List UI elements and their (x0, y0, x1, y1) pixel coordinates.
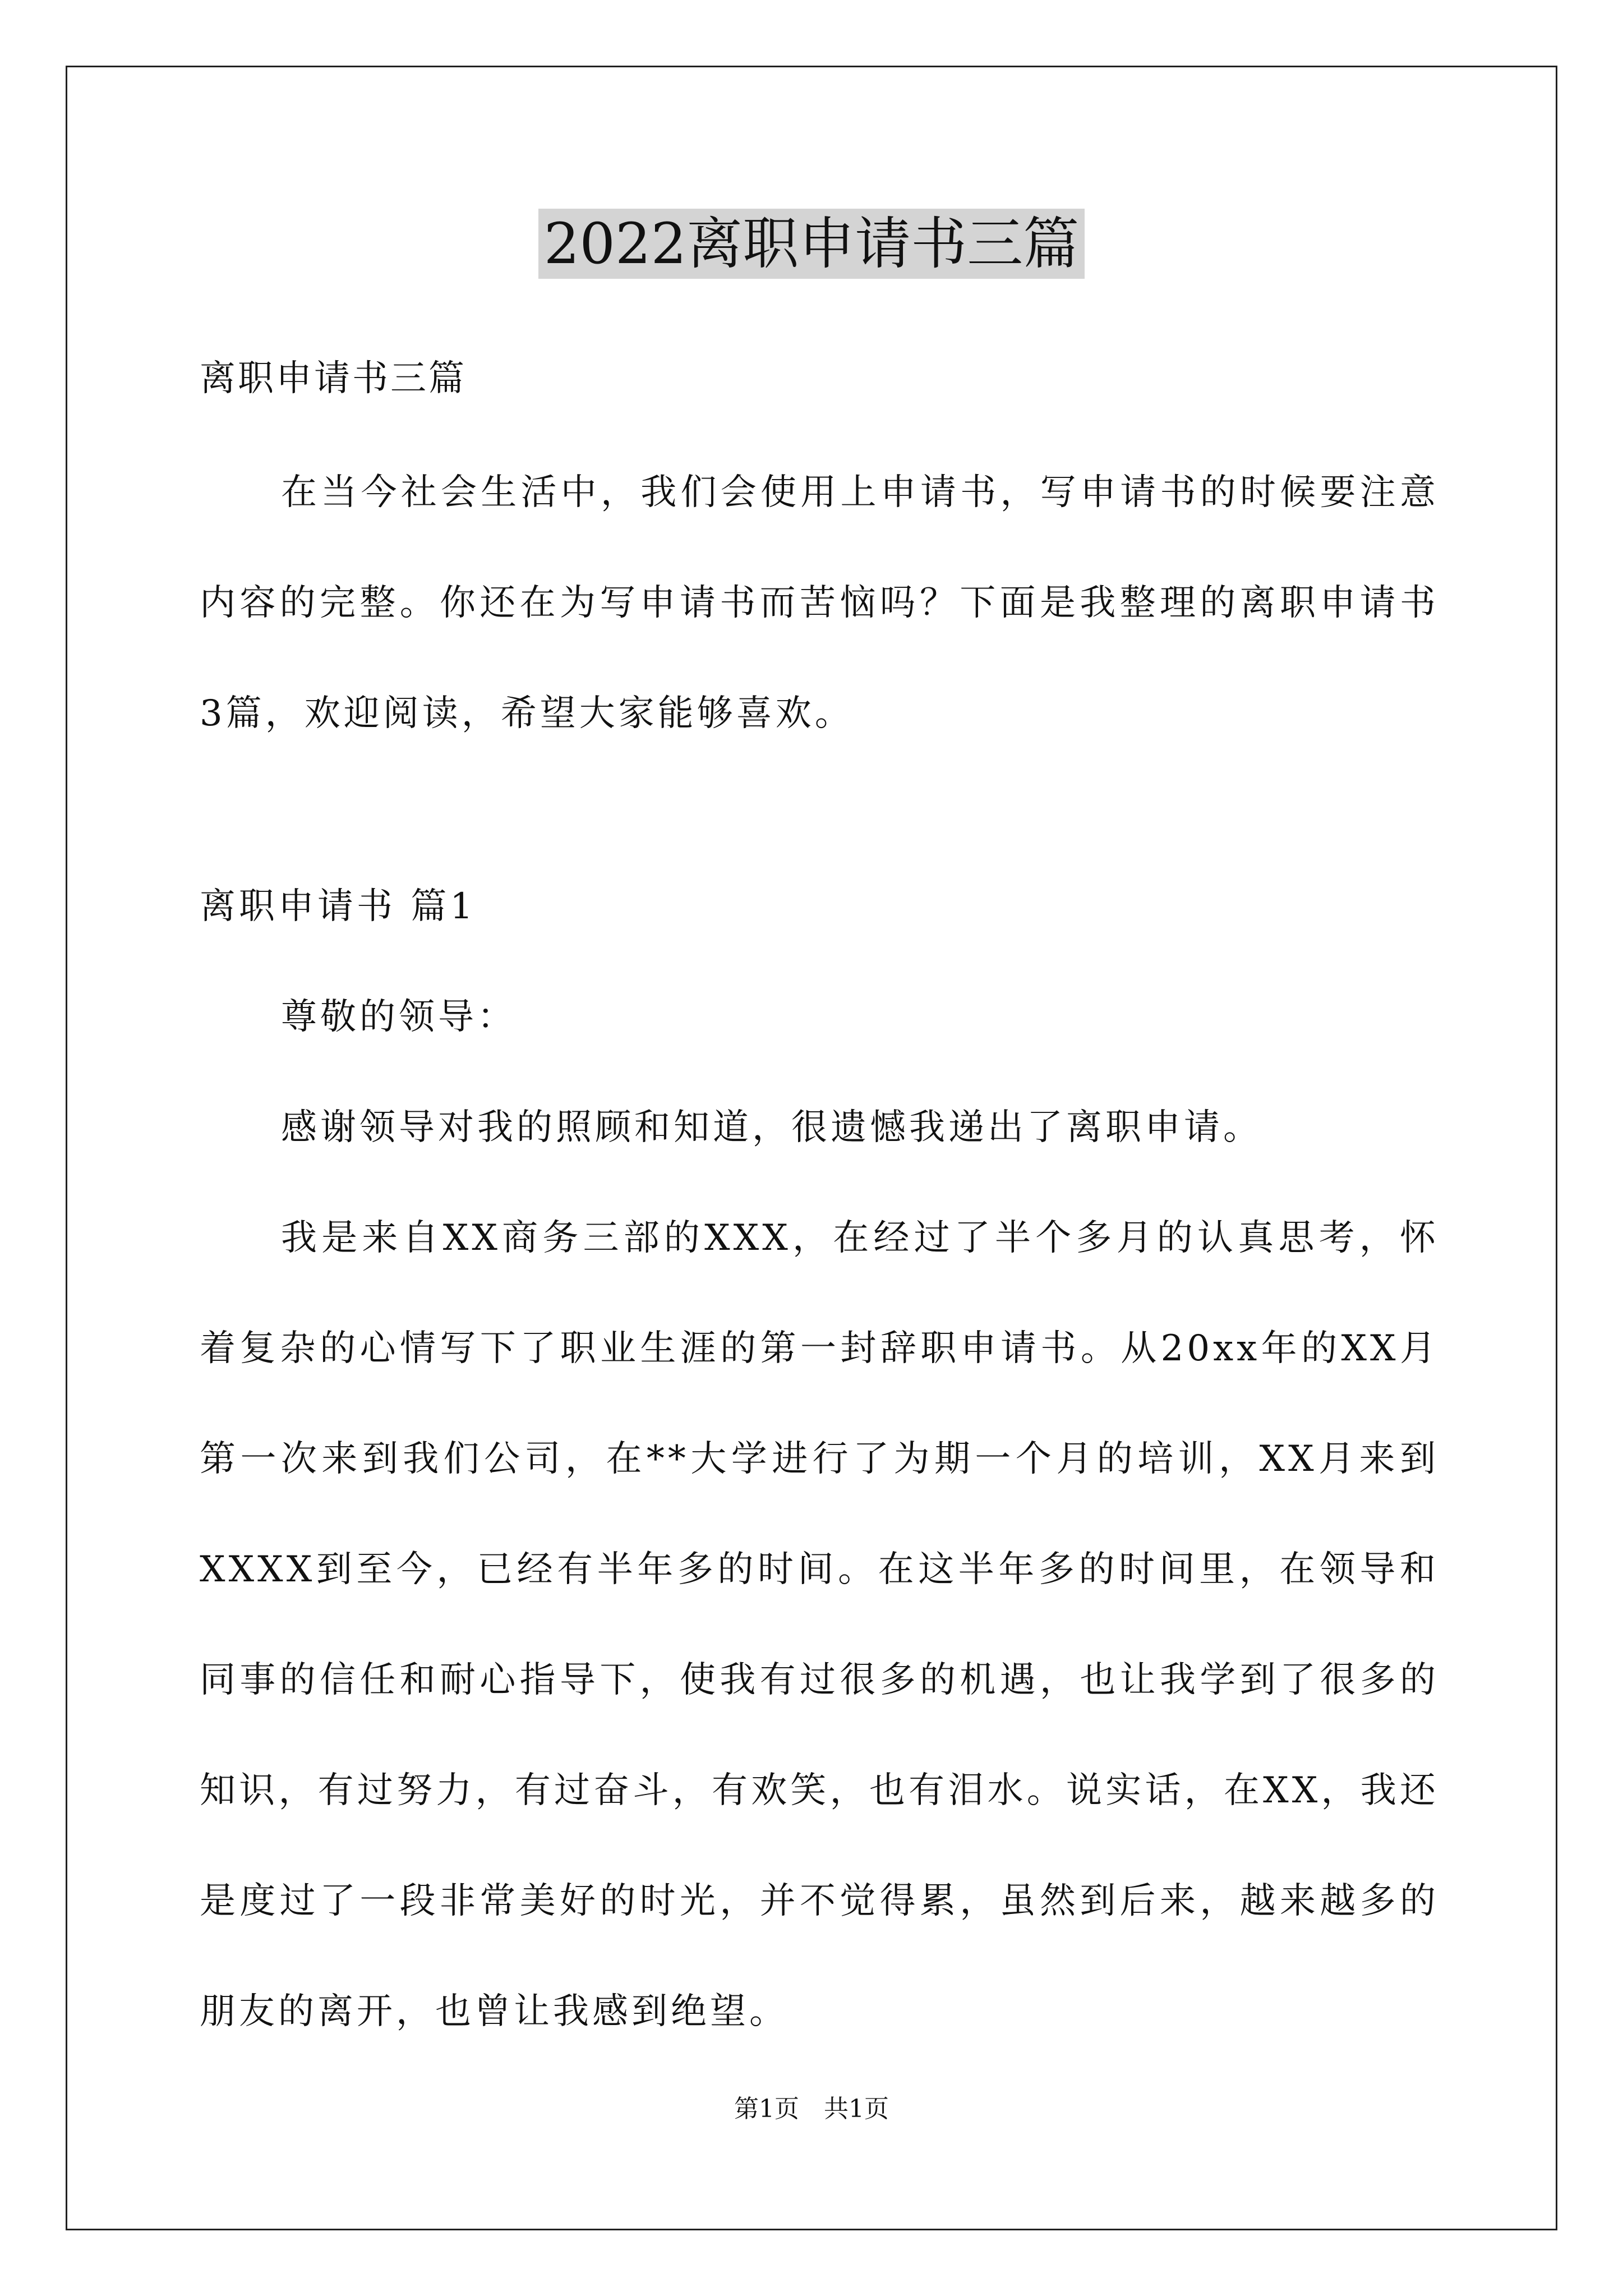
page-footer: 第1页 共1页 (734, 2095, 889, 2123)
intro-paragraph: 在当今社会生活中，我们会使用上申请书，写申请书的时候要注意内容的完整。你还在为写申请书而苦恼吗？下面是我整理的离职申请书3篇，欢迎阅读，希望大家能够喜欢。 (200, 472, 1439, 734)
body-paragraph-2: 我是来自XX商务三部的XXX，在经过了半个多月的认真思考，怀着复杂的心情写下了职业生涯的第一封辞职申请书。从20xx年的XX月第一次来到我们公司，在**大学进行了为期一个月的培训，XX月来到XXXX到至今，已经有半年多的时间。在这半年多的时间里，在领导和同事的信任和耐心指导下，使我有过很多的机遇，也让我学到了很多的知识，有过努力，有过奋斗，有欢笑，也有泪水。说实话，在XX，我还是度过了一段非常美好的时光，并不觉得累，虽然到后来，越来越多的朋友的离开，也曾让我感到绝望。 (200, 1217, 1439, 2032)
document-subtitle: 离职申请书三篇 (200, 358, 467, 399)
body-paragraph-1: 感谢领导对我的照顾和知道，很遗憾我递出了离职申请。 (281, 1107, 1262, 1148)
salutation: 尊敬的领导： (281, 996, 517, 1038)
document-title (0, 208, 1623, 280)
section-heading: 离职申请书 篇1 (200, 886, 477, 927)
document-title-text: 2022离职申请书三篇 (538, 209, 1085, 279)
